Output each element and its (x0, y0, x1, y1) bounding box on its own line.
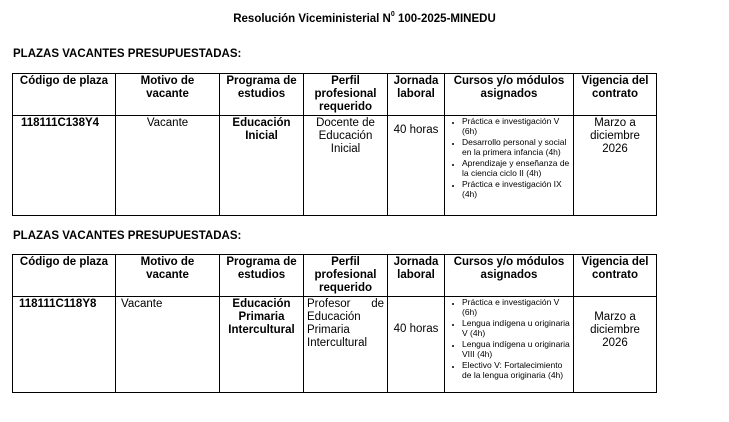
table-header-row (13, 255, 657, 297)
header-vigencia: Vigencia del contrato (574, 74, 657, 116)
header-codigo: Código de plaza (13, 74, 116, 116)
document-title: Resolución Viceministerial $N^0$ 100-2025-MINEDU (233, 11, 496, 25)
motivo-vacante: Vacante (116, 116, 220, 216)
header-motivo: Motivo de vacante (116, 74, 220, 116)
header-programa: Programa de estudios (220, 255, 304, 297)
table-row (13, 297, 657, 393)
programa-estudios: Educación Inicial (220, 116, 304, 216)
jornada-laboral: 40 horas (388, 116, 445, 216)
curso-item: • Lengua indígena u originaria VIII (4h) (462, 340, 570, 359)
header-jornada: Jornada laboral (388, 255, 445, 297)
table-row (13, 116, 657, 216)
header-vigencia: Vigencia del contrato (574, 255, 657, 297)
header-jornada: Jornada laboral (388, 74, 445, 116)
vigencia-contrato: Marzo a diciembre 2026 (574, 116, 657, 216)
motivo-vacante: Vacante (116, 297, 220, 393)
section-title-2: PLAZAS VACANTES PRESUPUESTADAS: (13, 230, 242, 242)
header-cursos: Cursos y/o módulos asignados (445, 74, 574, 116)
jornada-laboral: 40 horas (388, 297, 445, 393)
cursos-asignados (445, 297, 574, 393)
curso-item: • Desarrollo personal y social en la primera infancia (4h) (462, 138, 570, 157)
table-header-row (13, 74, 657, 116)
programa-estudios: Educación Primaria Intercultural (220, 297, 304, 393)
header-codigo: Código de plaza (13, 255, 116, 297)
header-programa: Programa de estudios (220, 74, 304, 116)
vigencia-contrato: Marzo a diciembre 2026 (574, 297, 657, 393)
section-title-1: PLAZAS VACANTES PRESUPUESTADAS: (13, 48, 242, 60)
header-perfil: Perfil profesional requerido (304, 255, 388, 297)
cursos-asignados (445, 116, 574, 216)
perfil-profesional: Profesor de Educación Primaria Intercultural (304, 297, 388, 393)
header-motivo: Motivo de vacante (116, 255, 220, 297)
title-superscript: 0 (390, 11, 395, 18)
codigo-plaza: 118111C118Y8 (13, 297, 116, 393)
curso-item: • Práctica e investigación IX (4h) (462, 180, 570, 199)
curso-item: • Lengua indígena u originaria V (4h) (462, 319, 570, 338)
codigo-plaza: 118111C138Y4 (13, 116, 116, 216)
header-perfil: Perfil profesional requerido (304, 74, 388, 116)
plazas-table-1 (12, 73, 657, 216)
plazas-table-2 (12, 254, 657, 393)
curso-item: • Electivo V: Fortalecimiento de la lengua originaria (4h) (462, 361, 570, 380)
curso-item: • Aprendizaje y enseñanza de la ciencia ciclo II (4h) (462, 159, 570, 178)
curso-item: • Práctica e investigación V (6h) (462, 298, 570, 317)
perfil-profesional: Docente de Educación Inicial (304, 116, 388, 216)
header-cursos: Cursos y/o módulos asignados (445, 255, 574, 297)
curso-item: • Práctica e investigación V (6h) (462, 117, 570, 136)
